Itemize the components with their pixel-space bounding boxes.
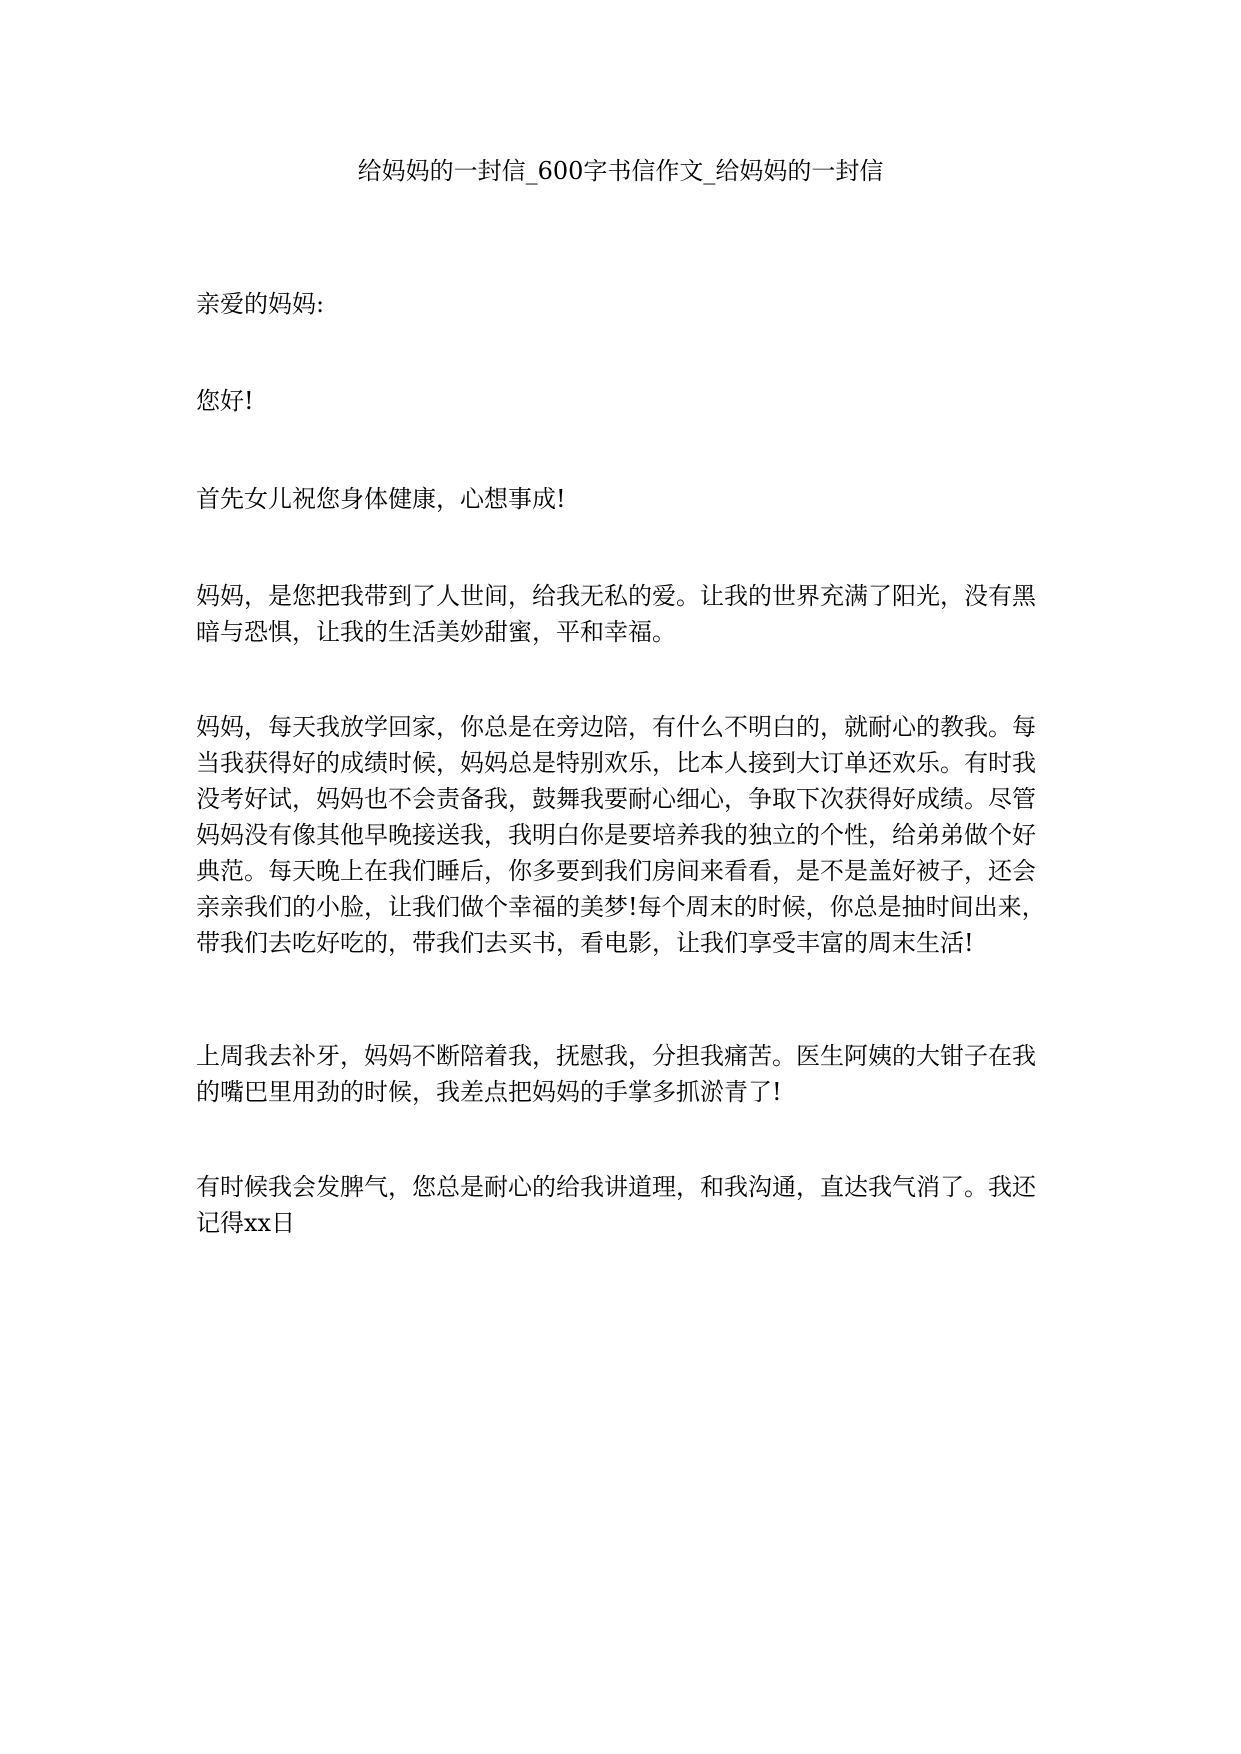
paragraph-2: 妈妈，每天我放学回家，你总是在旁边陪，有什么不明白的，就耐心的教我。每当我获得好的成绩时候，妈妈总是特别欢乐，比本人接到大订单还欢乐。有时我没考好试，妈妈也不会责备我，鼓舞我要耐心细心，争取下次获得好成绩。尽管妈妈没有像其他早晚接送我，我明白你是要培养我的独立的个性，给弟弟做个好典范。每天晚上在我们睡后，你多要到我们房间来看看，是不是盖好被子，还会亲亲我们的小脸，让我们做个幸福的美梦!每个周末的时候，你总是抽时间出来，带我们去吃好吃的，带我们去买书，看电影，让我们享受丰富的周末生活! bbox=[196, 713, 1046, 957]
salutation: 亲爱的妈妈: bbox=[196, 290, 325, 318]
paragraph-4: 有时候我会发脾气，您总是耐心的给我讲道理，和我沟通，直达我气消了。我还记得xx日 bbox=[196, 1173, 1036, 1237]
wish-line: 首先女儿祝您身体健康，心想事成! bbox=[196, 485, 566, 513]
paragraph-1: 妈妈，是您把我带到了人世间，给我无私的爱。让我的世界充满了阳光，没有黑暗与恐惧，让我的生活美妙甜蜜，平和幸福。 bbox=[196, 582, 1036, 646]
document-title: 给妈妈的一封信_600字书信作文_给妈妈的一封信 bbox=[357, 157, 884, 185]
greeting: 您好! bbox=[196, 387, 254, 415]
paragraph-3: 上周我去补牙，妈妈不断陪着我，抚慰我，分担我痛苦。医生阿姨的大钳子在我的嘴巴里用劲的时候，我差点把妈妈的手掌多抓淤青了! bbox=[196, 1042, 1036, 1106]
